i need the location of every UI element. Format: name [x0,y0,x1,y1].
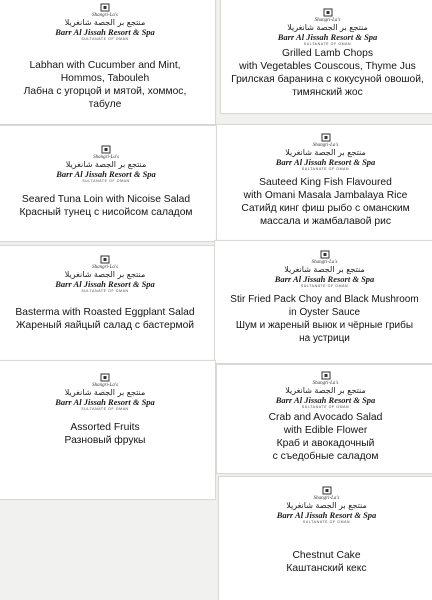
dish-line: Красный тунец с нисойсом саладом [19,207,193,218]
brand-chain: Shangri-La's [92,13,118,18]
dish-line: Сатийд кинг фиш рыбо с оманским [241,203,410,214]
shangri-la-logo-icon [100,373,110,382]
brand-arabic: منتجع بر الجصة شانغريلا [65,160,147,169]
brand-header [0,373,215,411]
brand-arabic: منتجع بر الجصة شانغريلا [285,386,366,395]
brand-sultanate: SULTANATE OF OMAN [303,41,352,46]
dish-line: табуле [88,99,122,110]
brand-arabic: منتجع بر الجصة شانغريلا [286,501,367,510]
brand-arabic: منتجع بر الجصة شانغريلا [64,18,146,27]
brand-header [0,3,215,41]
brand-header [221,8,432,46]
menu-card-king-fish [216,124,432,242]
brand-resort-name: Barr Al Jissah Resort & Spa [55,27,155,37]
menu-card-crab [216,364,432,474]
brand-header [219,486,432,524]
dish-line: Sauteed King Fish Flavoured [259,177,392,188]
dish-line: Stir Fried Pack Choy and Black Mushroom [230,294,419,305]
brand-chain: Shangri-La's [313,496,340,501]
brand-resort-name: Barr Al Jissah Resort & Spa [55,397,155,407]
brand-chain: Shangri-La's [312,143,339,148]
menu-card-tuna [0,125,218,242]
brand-arabic: منتجع بر الجصة شانغريلا [285,148,366,157]
dish-line: Hommos, Tabouleh [60,73,150,84]
brand-arabic: منتجع بر الجصة شانغريلا [64,388,146,397]
menu-card-chestnut [218,476,432,600]
brand-sultanate: SULTANATE OF OMAN [301,166,350,171]
brand-resort-name: Barr Al Jissah Resort & Spa [276,510,377,520]
shangri-la-logo-icon [322,486,332,495]
dish-line: Chestnut Cake [292,550,361,561]
dish-name [219,293,430,345]
shangri-la-logo-icon [323,8,333,17]
shangri-la-logo-icon [321,133,331,142]
brand-sultanate: SULTANATE OF OMAN [82,178,130,183]
menu-card-fruits [0,360,216,500]
dish-name [0,193,213,219]
dish-line: Шум и жареный выюк и чёрные грибы [235,320,414,331]
dish-line: тимянский жос [292,87,363,98]
brand-header [217,371,432,409]
shangri-la-logo-icon [320,250,330,259]
dish-line: Каштанский кекс [286,563,367,574]
brand-header [217,133,432,171]
brand-sultanate: SULTANATE OF OMAN [81,406,129,411]
dish-line: массала и жамбалавой рис [259,216,392,227]
dish-line: Разновый фрукы [64,435,146,446]
dish-name [221,411,430,463]
brand-resort-name: Barr Al Jissah Resort & Spa [56,169,156,179]
brand-header [215,250,432,288]
brand-sultanate: SULTANATE OF OMAN [301,404,350,409]
brand-sultanate: SULTANATE OF OMAN [302,519,351,524]
brand-resort-name: Barr Al Jissah Resort & Spa [55,279,155,289]
brand-resort-name: Barr Al Jissah Resort & Spa [275,157,376,167]
shangri-la-logo-icon [100,3,110,12]
menu-card-labhan [0,0,216,125]
brand-chain: Shangri-La's [92,265,118,270]
shangri-la-logo-icon [321,371,331,380]
dish-name [225,47,430,99]
dish-name [0,306,211,332]
dish-name [221,176,430,228]
dish-line: Basterma with Roasted Eggplant Salad [15,307,195,318]
menu-card-pack-choy [214,240,432,364]
brand-resort-name: Barr Al Jissah Resort & Spa [277,32,378,42]
dish-line: Crab and Avocado Salad [268,412,383,423]
dish-line: Краб и авокадочный [276,438,375,449]
brand-chain: Shangri-La's [312,381,339,386]
brand-chain: Shangri-La's [311,260,338,265]
dish-line: Жареный яайцый салад с бастермой [15,320,195,331]
brand-header [0,145,217,183]
brand-resort-name: Barr Al Jissah Resort & Spa [274,274,375,284]
brand-chain: Shangri-La's [92,383,118,388]
menu-card-basterma [0,245,216,363]
brand-resort-name: Barr Al Jissah Resort & Spa [275,395,376,405]
dish-line: in Oyster Sauce [288,307,361,318]
dish-line: Grilled Lamb Chops [282,48,373,59]
shangri-la-logo-icon [101,145,111,154]
brand-sultanate: SULTANATE OF OMAN [300,283,349,288]
dish-line: with Omani Masala Jambalaya Rice [243,190,408,201]
dish-name [223,549,430,575]
dish-line: с съедобные саладом [272,451,379,462]
dish-line: with Vegetables Couscous, Thyme Jus [239,61,416,72]
shangri-la-logo-icon [100,255,110,264]
dish-line: Лабна с угорцой и мятой, хоммос, [23,86,187,97]
brand-arabic: منتجع بر الجصة شانغريلا [64,270,146,279]
menu-card-lamb-chops [220,0,432,114]
brand-chain: Shangri-La's [93,155,119,160]
dish-name [0,59,211,111]
dish-name [0,421,211,447]
dish-line: на устрици [299,333,350,344]
dish-line: Seared Tuna Loin with Nicoise Salad [21,194,191,205]
brand-sultanate: SULTANATE OF OMAN [81,36,129,41]
brand-header [0,255,215,293]
dish-line: with Edible Flower [283,425,368,436]
brand-chain: Shangri-La's [314,18,341,23]
brand-sultanate: SULTANATE OF OMAN [81,288,129,293]
brand-arabic: منتجع بر الجصة شانغريلا [287,23,368,32]
dish-line: Assorted Fruits [70,422,140,433]
dish-line: Грилская баранина с кокусуной овошой, [231,74,424,85]
brand-arabic: منتجع بر الجصة شانغريلا [284,265,365,274]
dish-line: Labhan with Cucumber and Mint, [29,60,181,71]
